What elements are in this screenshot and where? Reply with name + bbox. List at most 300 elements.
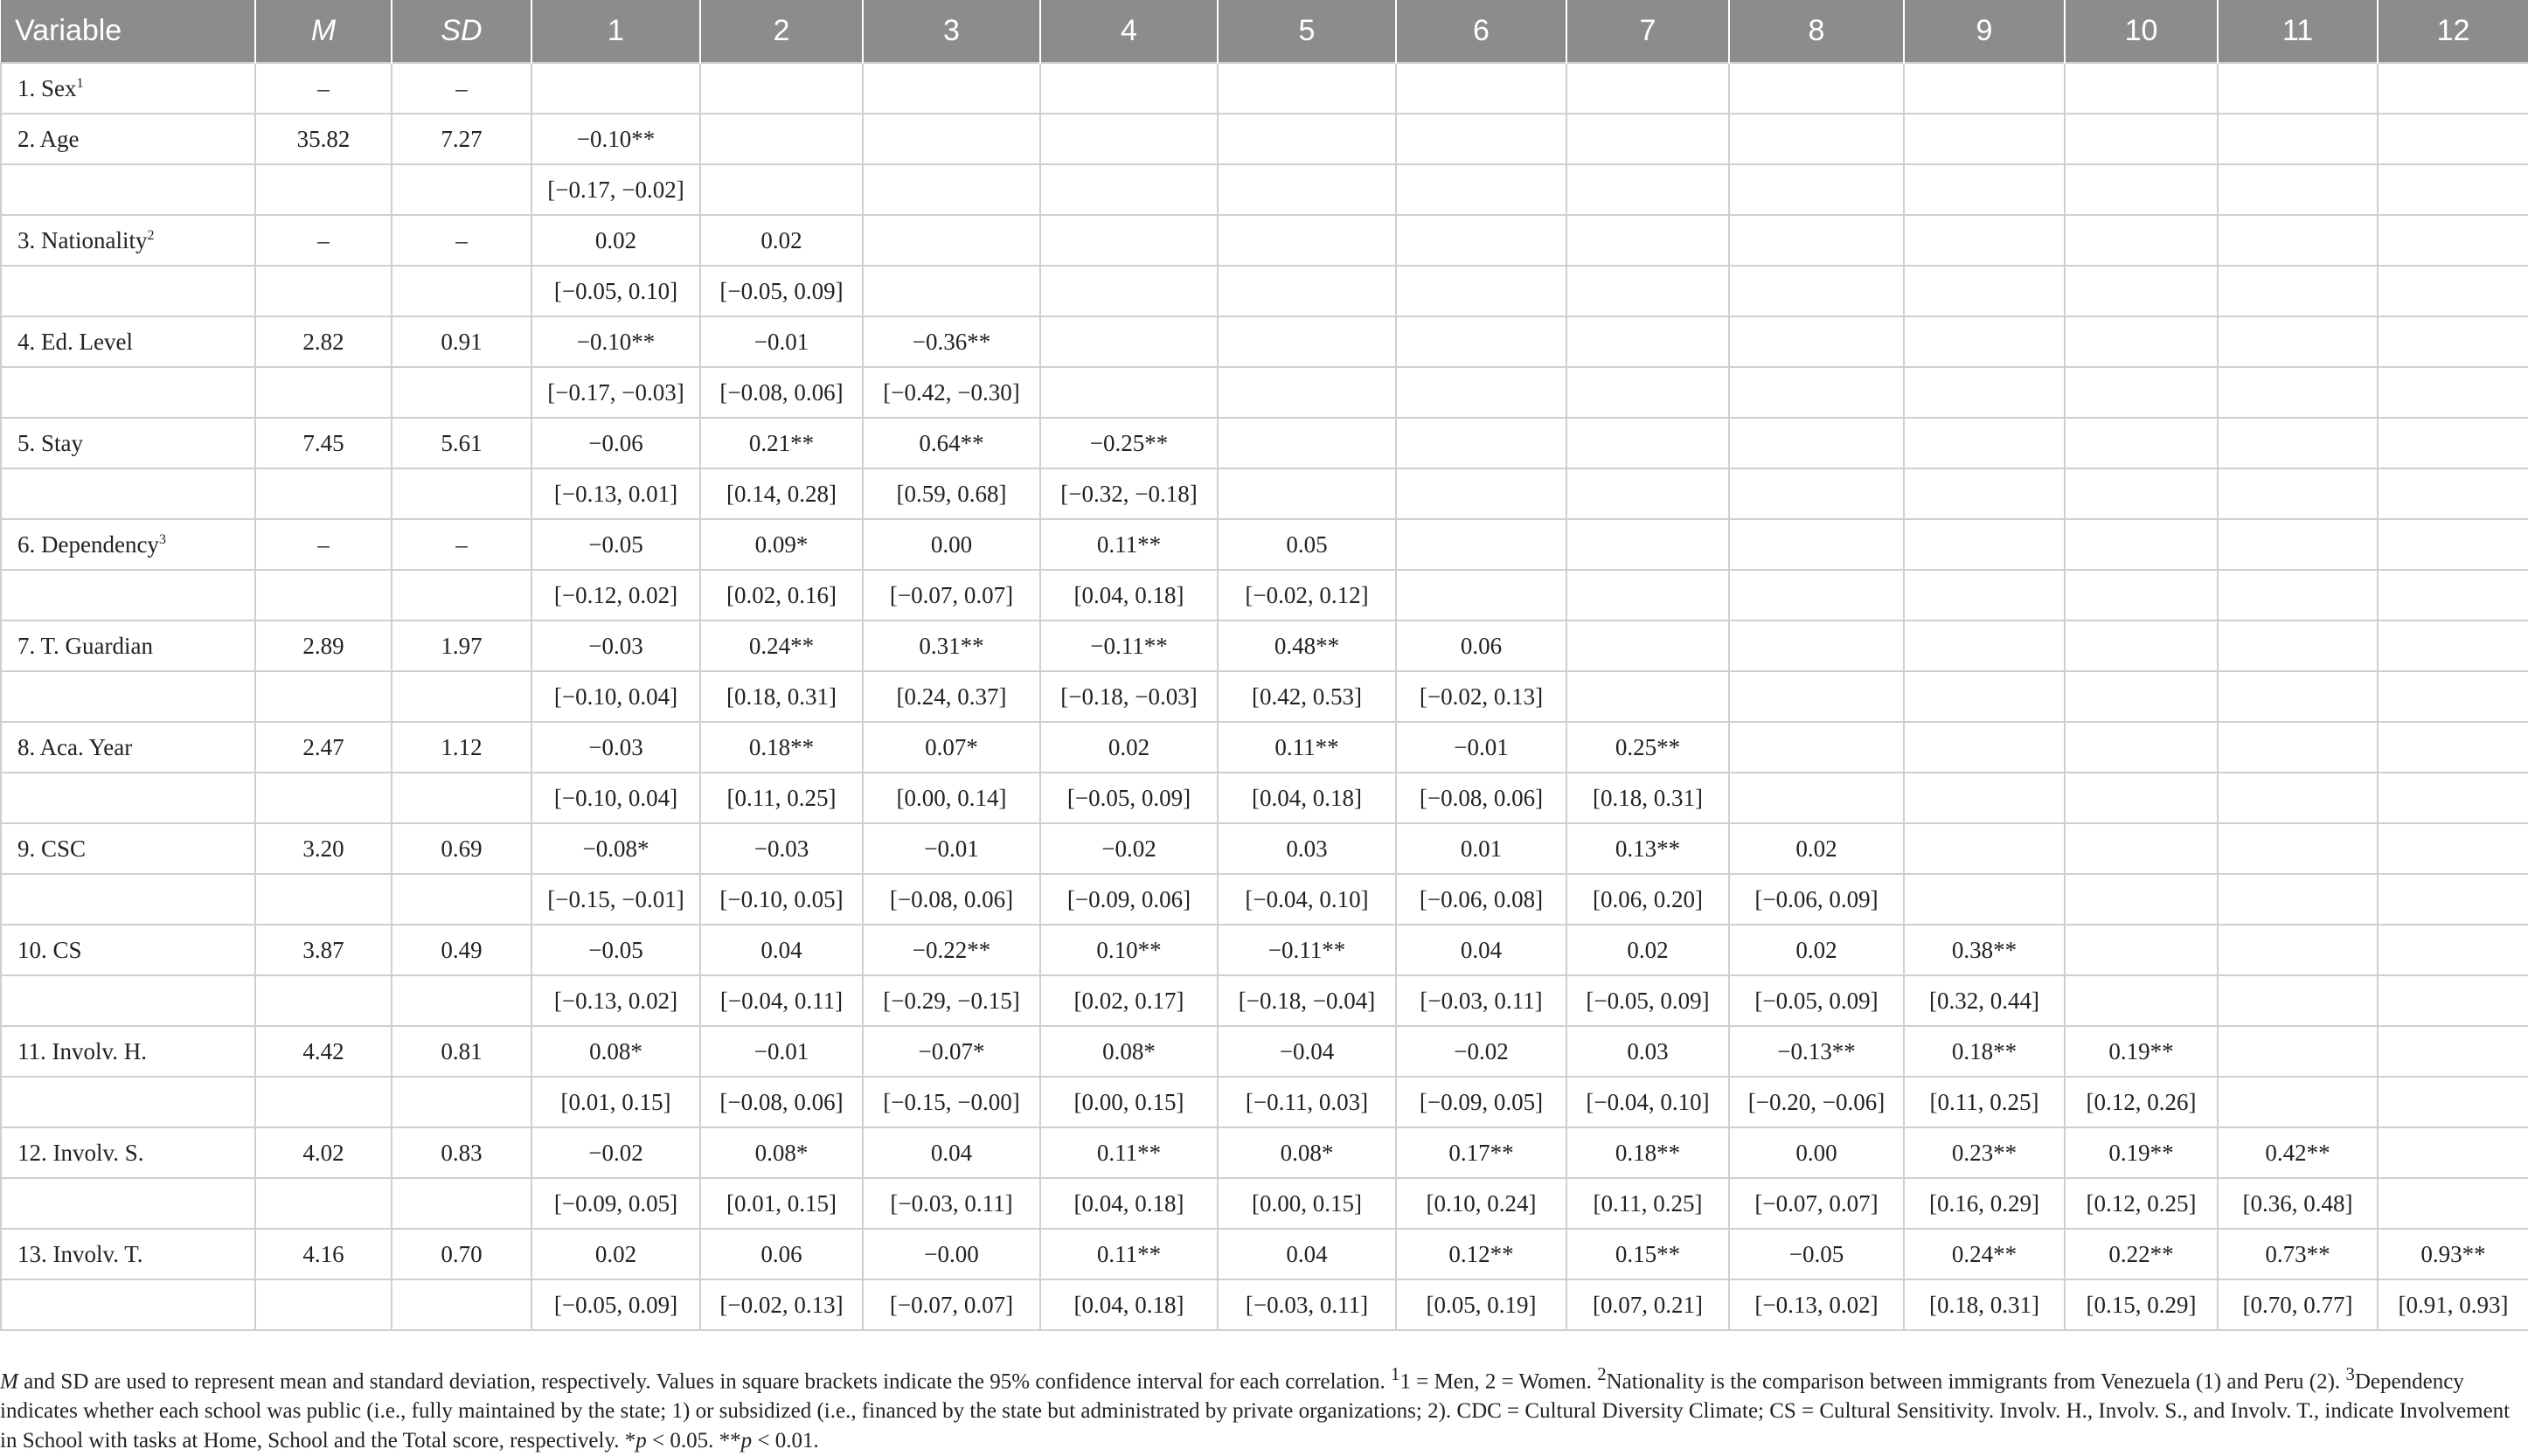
confidence-interval-cell: [0.10, 0.24] xyxy=(1396,1178,1566,1229)
variable-name: 1. Sex xyxy=(17,74,77,101)
correlation-cell: −0.25** xyxy=(1040,418,1218,468)
confidence-interval-cell xyxy=(2065,874,2218,925)
correlation-cell xyxy=(1396,418,1566,468)
correlation-cell xyxy=(2378,316,2528,367)
confidence-interval-cell: [0.24, 0.37] xyxy=(863,671,1040,722)
correlation-cell xyxy=(1729,519,1904,570)
correlation-cell: 0.38** xyxy=(1904,925,2065,975)
empty-cell xyxy=(392,1077,531,1127)
correlation-cell xyxy=(1566,215,1729,266)
correlation-cell xyxy=(2378,63,2528,114)
mean-cell: 2.47 xyxy=(255,722,392,773)
variable-name-cell xyxy=(1,316,255,367)
confidence-interval-cell xyxy=(2065,671,2218,722)
empty-cell xyxy=(392,1279,531,1330)
confidence-interval-cell xyxy=(2065,164,2218,215)
header-col-5: 5 xyxy=(1218,0,1396,63)
confidence-interval-cell: [0.15, 0.29] xyxy=(2065,1279,2218,1330)
correlation-cell xyxy=(2065,621,2218,671)
note-sup-3: 3 xyxy=(2345,1363,2355,1384)
table-note xyxy=(0,1359,2518,1456)
confidence-interval-cell xyxy=(1566,468,1729,519)
correlation-cell: 0.73** xyxy=(2218,1229,2378,1279)
confidence-interval-cell xyxy=(2065,468,2218,519)
confidence-interval-cell: [0.18, 0.31] xyxy=(1904,1279,2065,1330)
mean-cell: – xyxy=(255,63,392,114)
correlation-cell: −0.02 xyxy=(1396,1026,1566,1077)
confidence-interval-cell xyxy=(2065,367,2218,418)
sd-cell: 5.61 xyxy=(392,418,531,468)
confidence-interval-row xyxy=(1,874,2528,925)
confidence-interval-cell: [−0.18, −0.04] xyxy=(1218,975,1396,1026)
table-row xyxy=(1,621,2528,671)
confidence-interval-cell xyxy=(1218,468,1396,519)
confidence-interval-cell xyxy=(2218,468,2378,519)
table-row xyxy=(1,519,2528,570)
sd-cell: 7.27 xyxy=(392,114,531,164)
confidence-interval-row xyxy=(1,975,2528,1026)
confidence-interval-cell: [−0.03, 0.11] xyxy=(1396,975,1566,1026)
correlation-cell xyxy=(863,114,1040,164)
empty-cell xyxy=(255,367,392,418)
confidence-interval-row xyxy=(1,266,2528,316)
empty-cell xyxy=(255,975,392,1026)
correlation-cell xyxy=(2218,215,2378,266)
confidence-interval-cell: [−0.13, 0.02] xyxy=(1729,1279,1904,1330)
correlation-cell xyxy=(1040,63,1218,114)
correlation-cell xyxy=(1566,418,1729,468)
correlation-cell: 0.25** xyxy=(1566,722,1729,773)
confidence-interval-cell: [−0.08, 0.06] xyxy=(700,367,863,418)
confidence-interval-cell: [−0.04, 0.11] xyxy=(700,975,863,1026)
confidence-interval-cell xyxy=(1729,570,1904,621)
mean-cell: – xyxy=(255,215,392,266)
note-text-d: Dependency indicates whether each school was public (i.e., fully maintained by the state; 1) or subsidized (i.e., financed by the state but administrated by private organizations; 2). CDC = Cultural Diversity Climate; CS = Cultural Sensitivity. Involv. H., Involv. S., and Involv. T., indicate Involvement in School with tasks at Home, School and the Total score, respectively. * xyxy=(0,1369,2511,1453)
empty-cell xyxy=(255,164,392,215)
header-col-7: 7 xyxy=(1566,0,1729,63)
correlation-cell: 0.02 xyxy=(1729,925,1904,975)
confidence-interval-cell: [−0.04, 0.10] xyxy=(1566,1077,1729,1127)
confidence-interval-cell: [−0.02, 0.12] xyxy=(1218,570,1396,621)
empty-cell xyxy=(255,570,392,621)
confidence-interval-cell xyxy=(1904,266,2065,316)
confidence-interval-cell: [0.00, 0.15] xyxy=(1040,1077,1218,1127)
confidence-interval-cell: [0.12, 0.25] xyxy=(2065,1178,2218,1229)
empty-cell xyxy=(1,468,255,519)
sd-cell: 1.97 xyxy=(392,621,531,671)
correlation-cell xyxy=(1904,418,2065,468)
confidence-interval-cell: [0.01, 0.15] xyxy=(531,1077,700,1127)
correlation-cell xyxy=(1904,519,2065,570)
confidence-interval-row xyxy=(1,1178,2528,1229)
empty-cell xyxy=(1,975,255,1026)
variable-footnote-mark: 3 xyxy=(158,531,166,547)
table-row xyxy=(1,114,2528,164)
variable-name-cell xyxy=(1,823,255,874)
correlation-cell xyxy=(1040,114,1218,164)
correlation-cell: 0.15** xyxy=(1566,1229,1729,1279)
correlation-cell: −0.07* xyxy=(863,1026,1040,1077)
empty-cell xyxy=(255,266,392,316)
confidence-interval-cell: [0.04, 0.18] xyxy=(1040,1279,1218,1330)
sd-cell: 0.69 xyxy=(392,823,531,874)
header-sd: SD xyxy=(392,0,531,63)
correlation-cell: 0.01 xyxy=(1396,823,1566,874)
confidence-interval-cell: [−0.08, 0.06] xyxy=(700,1077,863,1127)
confidence-interval-cell xyxy=(2065,266,2218,316)
confidence-interval-cell: [0.11, 0.25] xyxy=(1566,1178,1729,1229)
empty-cell xyxy=(1,1077,255,1127)
correlation-cell xyxy=(2065,823,2218,874)
confidence-interval-cell: [0.11, 0.25] xyxy=(1904,1077,2065,1127)
confidence-interval-cell: [−0.04, 0.10] xyxy=(1218,874,1396,925)
correlation-cell: −0.11** xyxy=(1218,925,1396,975)
correlation-cell: 0.00 xyxy=(1729,1127,1904,1178)
correlation-cell: 0.06 xyxy=(700,1229,863,1279)
correlation-cell: 0.48** xyxy=(1218,621,1396,671)
correlation-cell xyxy=(1566,316,1729,367)
confidence-interval-cell xyxy=(1566,570,1729,621)
variable-name-cell xyxy=(1,925,255,975)
empty-cell xyxy=(392,773,531,823)
variable-name-cell xyxy=(1,621,255,671)
confidence-interval-cell xyxy=(1904,773,2065,823)
empty-cell xyxy=(392,468,531,519)
sd-cell: 1.12 xyxy=(392,722,531,773)
note-text-e: < 0.05. ** xyxy=(646,1429,741,1453)
confidence-interval-cell xyxy=(1218,266,1396,316)
correlation-cell xyxy=(2378,1026,2528,1077)
correlation-cell xyxy=(1729,418,1904,468)
correlation-cell: −0.10** xyxy=(531,316,700,367)
note-text-a: and SD are used to represent mean and standard deviation, respectively. Values in square brackets indicate the 95% confidence interval for each correlation. xyxy=(17,1369,1392,1394)
empty-cell xyxy=(392,266,531,316)
empty-cell xyxy=(1,874,255,925)
confidence-interval-cell xyxy=(2378,570,2528,621)
sd-cell: 0.70 xyxy=(392,1229,531,1279)
correlation-cell xyxy=(2218,1026,2378,1077)
correlation-cell: −0.05 xyxy=(531,925,700,975)
correlation-cell: 0.21** xyxy=(700,418,863,468)
confidence-interval-cell: [−0.17, −0.02] xyxy=(531,164,700,215)
confidence-interval-cell xyxy=(2378,266,2528,316)
confidence-interval-cell: [−0.11, 0.03] xyxy=(1218,1077,1396,1127)
correlation-cell xyxy=(1218,63,1396,114)
correlation-cell: 0.24** xyxy=(700,621,863,671)
correlation-cell xyxy=(1904,316,2065,367)
correlation-cell: 0.19** xyxy=(2065,1026,2218,1077)
variable-name: 9. CSC xyxy=(17,835,87,862)
confidence-interval-cell xyxy=(1040,266,1218,316)
correlation-cell xyxy=(2218,519,2378,570)
correlation-cell xyxy=(1396,519,1566,570)
confidence-interval-cell: [0.07, 0.21] xyxy=(1566,1279,1729,1330)
confidence-interval-cell: [−0.07, 0.07] xyxy=(1729,1178,1904,1229)
confidence-interval-cell: [−0.10, 0.05] xyxy=(700,874,863,925)
confidence-interval-cell: [−0.09, 0.05] xyxy=(1396,1077,1566,1127)
confidence-interval-cell xyxy=(1904,874,2065,925)
correlation-cell xyxy=(1729,316,1904,367)
mean-cell: 3.87 xyxy=(255,925,392,975)
confidence-interval-cell: [−0.05, 0.09] xyxy=(700,266,863,316)
confidence-interval-cell: [−0.09, 0.05] xyxy=(531,1178,700,1229)
empty-cell xyxy=(1,1279,255,1330)
header-col-11: 11 xyxy=(2218,0,2378,63)
header-col-9: 9 xyxy=(1904,0,2065,63)
confidence-interval-cell: [−0.03, 0.11] xyxy=(1218,1279,1396,1330)
sd-cell: – xyxy=(392,63,531,114)
variable-name: 12. Involv. S. xyxy=(17,1139,144,1166)
correlation-cell: 0.04 xyxy=(863,1127,1040,1178)
correlation-cell: 0.07* xyxy=(863,722,1040,773)
table-row xyxy=(1,1026,2528,1077)
correlation-cell xyxy=(2378,114,2528,164)
empty-cell xyxy=(392,1178,531,1229)
confidence-interval-cell: [−0.10, 0.04] xyxy=(531,671,700,722)
confidence-interval-cell: [−0.09, 0.06] xyxy=(1040,874,1218,925)
correlation-cell: −0.05 xyxy=(531,519,700,570)
confidence-interval-row xyxy=(1,367,2528,418)
correlation-cell: 0.08* xyxy=(1218,1127,1396,1178)
confidence-interval-cell xyxy=(1729,671,1904,722)
confidence-interval-cell xyxy=(1396,367,1566,418)
confidence-interval-cell: [−0.05, 0.09] xyxy=(1566,975,1729,1026)
empty-cell xyxy=(255,1077,392,1127)
table-row xyxy=(1,418,2528,468)
confidence-interval-cell xyxy=(1729,266,1904,316)
correlation-cell: −0.01 xyxy=(1396,722,1566,773)
correlation-cell xyxy=(2065,215,2218,266)
correlation-cell xyxy=(2065,722,2218,773)
correlation-cell: −0.13** xyxy=(1729,1026,1904,1077)
variable-name: 4. Ed. Level xyxy=(17,328,133,355)
correlation-cell xyxy=(700,63,863,114)
correlation-cell xyxy=(1729,722,1904,773)
correlation-cell: 0.02 xyxy=(700,215,863,266)
correlation-cell: 0.08* xyxy=(531,1026,700,1077)
confidence-interval-cell xyxy=(2218,570,2378,621)
correlation-cell xyxy=(2065,418,2218,468)
empty-cell xyxy=(392,671,531,722)
correlation-cell: 0.04 xyxy=(1218,1229,1396,1279)
correlation-cell: −0.22** xyxy=(863,925,1040,975)
note-text-b: 1 = Men, 2 = Women. xyxy=(1399,1369,1598,1394)
correlation-cell xyxy=(2378,1127,2528,1178)
correlation-cell: −0.01 xyxy=(700,1026,863,1077)
empty-cell xyxy=(1,1178,255,1229)
variable-name: 3. Nationality xyxy=(17,226,148,253)
correlation-cell xyxy=(1729,114,1904,164)
confidence-interval-cell: [0.36, 0.48] xyxy=(2218,1178,2378,1229)
confidence-interval-cell xyxy=(1566,367,1729,418)
variable-footnote-mark: 2 xyxy=(147,227,155,243)
correlation-cell xyxy=(2378,823,2528,874)
confidence-interval-cell: [−0.02, 0.13] xyxy=(1396,671,1566,722)
empty-cell xyxy=(1,164,255,215)
correlation-cell xyxy=(1396,114,1566,164)
correlation-cell xyxy=(1040,316,1218,367)
confidence-interval-cell xyxy=(2218,1077,2378,1127)
header-col-12: 12 xyxy=(2378,0,2528,63)
correlation-cell xyxy=(1904,823,2065,874)
correlation-cell xyxy=(2218,114,2378,164)
confidence-interval-cell: [0.06, 0.20] xyxy=(1566,874,1729,925)
confidence-interval-cell xyxy=(2065,570,2218,621)
confidence-interval-cell xyxy=(1904,164,2065,215)
header-row xyxy=(1,0,2528,63)
confidence-interval-cell xyxy=(1904,570,2065,621)
empty-cell xyxy=(255,1178,392,1229)
correlation-cell: 0.23** xyxy=(1904,1127,2065,1178)
note-p-symbol-2: p xyxy=(740,1429,753,1453)
correlation-cell: −0.06 xyxy=(531,418,700,468)
confidence-interval-cell: [0.18, 0.31] xyxy=(700,671,863,722)
variable-name-cell xyxy=(1,519,255,570)
correlation-cell xyxy=(2378,215,2528,266)
mean-cell: 4.16 xyxy=(255,1229,392,1279)
correlation-cell xyxy=(1040,215,1218,266)
correlation-cell xyxy=(531,63,700,114)
empty-cell xyxy=(392,164,531,215)
correlation-cell: 0.02 xyxy=(531,1229,700,1279)
correlation-cell: 0.18** xyxy=(1904,1026,2065,1077)
confidence-interval-cell: [−0.18, −0.03] xyxy=(1040,671,1218,722)
variable-name: 6. Dependency xyxy=(17,530,159,558)
confidence-interval-cell: [−0.13, 0.02] xyxy=(531,975,700,1026)
empty-cell xyxy=(392,570,531,621)
correlation-cell: 0.11** xyxy=(1218,722,1396,773)
correlation-cell: −0.02 xyxy=(531,1127,700,1178)
confidence-interval-cell xyxy=(1729,468,1904,519)
mean-cell: 4.02 xyxy=(255,1127,392,1178)
correlation-cell: 0.02 xyxy=(1040,722,1218,773)
correlation-cell: 0.64** xyxy=(863,418,1040,468)
sd-cell: 0.81 xyxy=(392,1026,531,1077)
header-col-6: 6 xyxy=(1396,0,1566,63)
confidence-interval-cell: [−0.07, 0.07] xyxy=(863,570,1040,621)
correlation-cell: 0.11** xyxy=(1040,1127,1218,1178)
correlation-cell: −0.10** xyxy=(531,114,700,164)
confidence-interval-cell: [0.04, 0.18] xyxy=(1040,570,1218,621)
correlation-cell xyxy=(700,114,863,164)
note-text-f: < 0.01. xyxy=(752,1429,819,1453)
confidence-interval-cell xyxy=(863,266,1040,316)
confidence-interval-cell xyxy=(2378,367,2528,418)
correlation-cell xyxy=(2065,114,2218,164)
confidence-interval-cell xyxy=(2378,975,2528,1026)
correlation-cell: 0.08* xyxy=(1040,1026,1218,1077)
confidence-interval-cell xyxy=(2378,773,2528,823)
confidence-interval-cell xyxy=(1566,671,1729,722)
correlation-cell: −0.04 xyxy=(1218,1026,1396,1077)
confidence-interval-cell xyxy=(1218,164,1396,215)
table-body xyxy=(1,63,2528,1330)
correlation-cell xyxy=(1396,316,1566,367)
confidence-interval-cell: [−0.15, −0.00] xyxy=(863,1077,1040,1127)
confidence-interval-cell: [0.14, 0.28] xyxy=(700,468,863,519)
empty-cell xyxy=(392,975,531,1026)
note-p-symbol-1: p xyxy=(635,1429,647,1453)
correlation-cell xyxy=(2065,925,2218,975)
confidence-interval-cell xyxy=(1396,468,1566,519)
confidence-interval-cell: [−0.13, 0.01] xyxy=(531,468,700,519)
correlation-cell xyxy=(1729,63,1904,114)
header-col-3: 3 xyxy=(863,0,1040,63)
header-col-8: 8 xyxy=(1729,0,1904,63)
correlation-cell xyxy=(1904,215,2065,266)
note-m-symbol: M xyxy=(0,1369,18,1394)
confidence-interval-cell: [0.04, 0.18] xyxy=(1218,773,1396,823)
confidence-interval-cell xyxy=(1729,773,1904,823)
variable-name-cell xyxy=(1,1127,255,1178)
correlation-cell: 0.04 xyxy=(700,925,863,975)
confidence-interval-cell: [−0.32, −0.18] xyxy=(1040,468,1218,519)
table-row xyxy=(1,823,2528,874)
confidence-interval-cell: [−0.08, 0.06] xyxy=(1396,773,1566,823)
correlation-cell: 0.13** xyxy=(1566,823,1729,874)
correlation-cell: −0.02 xyxy=(1040,823,1218,874)
empty-cell xyxy=(1,266,255,316)
correlation-cell xyxy=(2065,63,2218,114)
confidence-interval-cell: [−0.10, 0.04] xyxy=(531,773,700,823)
mean-cell: 2.89 xyxy=(255,621,392,671)
mean-cell: 4.42 xyxy=(255,1026,392,1077)
confidence-interval-cell xyxy=(2218,367,2378,418)
correlation-cell: 0.06 xyxy=(1396,621,1566,671)
table-row xyxy=(1,215,2528,266)
correlation-cell xyxy=(1566,621,1729,671)
confidence-interval-row xyxy=(1,570,2528,621)
confidence-interval-cell xyxy=(2065,975,2218,1026)
confidence-interval-cell xyxy=(1396,164,1566,215)
table-row xyxy=(1,1127,2528,1178)
correlation-cell xyxy=(1218,114,1396,164)
correlation-cell xyxy=(2218,722,2378,773)
confidence-interval-cell: [−0.07, 0.07] xyxy=(863,1279,1040,1330)
correlation-cell: 0.11** xyxy=(1040,519,1218,570)
correlation-cell xyxy=(1566,63,1729,114)
header-col-1: 1 xyxy=(531,0,700,63)
confidence-interval-cell: [0.00, 0.15] xyxy=(1218,1178,1396,1229)
empty-cell xyxy=(392,367,531,418)
confidence-interval-cell: [0.11, 0.25] xyxy=(700,773,863,823)
confidence-interval-cell: [−0.05, 0.09] xyxy=(531,1279,700,1330)
correlation-cell xyxy=(1904,621,2065,671)
empty-cell xyxy=(255,468,392,519)
correlation-cell xyxy=(2218,418,2378,468)
correlation-cell: 0.17** xyxy=(1396,1127,1566,1178)
empty-cell xyxy=(1,671,255,722)
confidence-interval-cell: [0.01, 0.15] xyxy=(700,1178,863,1229)
correlation-cell: 0.02 xyxy=(1566,925,1729,975)
confidence-interval-cell: [0.32, 0.44] xyxy=(1904,975,2065,1026)
header-mean: M xyxy=(255,0,392,63)
header-col-2: 2 xyxy=(700,0,863,63)
correlation-cell: 0.12** xyxy=(1396,1229,1566,1279)
correlation-cell xyxy=(863,215,1040,266)
correlation-cell: −0.11** xyxy=(1040,621,1218,671)
confidence-interval-cell: [−0.06, 0.08] xyxy=(1396,874,1566,925)
variable-name-cell xyxy=(1,215,255,266)
header-col-4: 4 xyxy=(1040,0,1218,63)
confidence-interval-cell xyxy=(2378,1178,2528,1229)
confidence-interval-row xyxy=(1,1077,2528,1127)
table-row xyxy=(1,925,2528,975)
confidence-interval-row xyxy=(1,1279,2528,1330)
correlation-cell xyxy=(1566,519,1729,570)
confidence-interval-cell: [0.70, 0.77] xyxy=(2218,1279,2378,1330)
confidence-interval-cell: [0.18, 0.31] xyxy=(1566,773,1729,823)
